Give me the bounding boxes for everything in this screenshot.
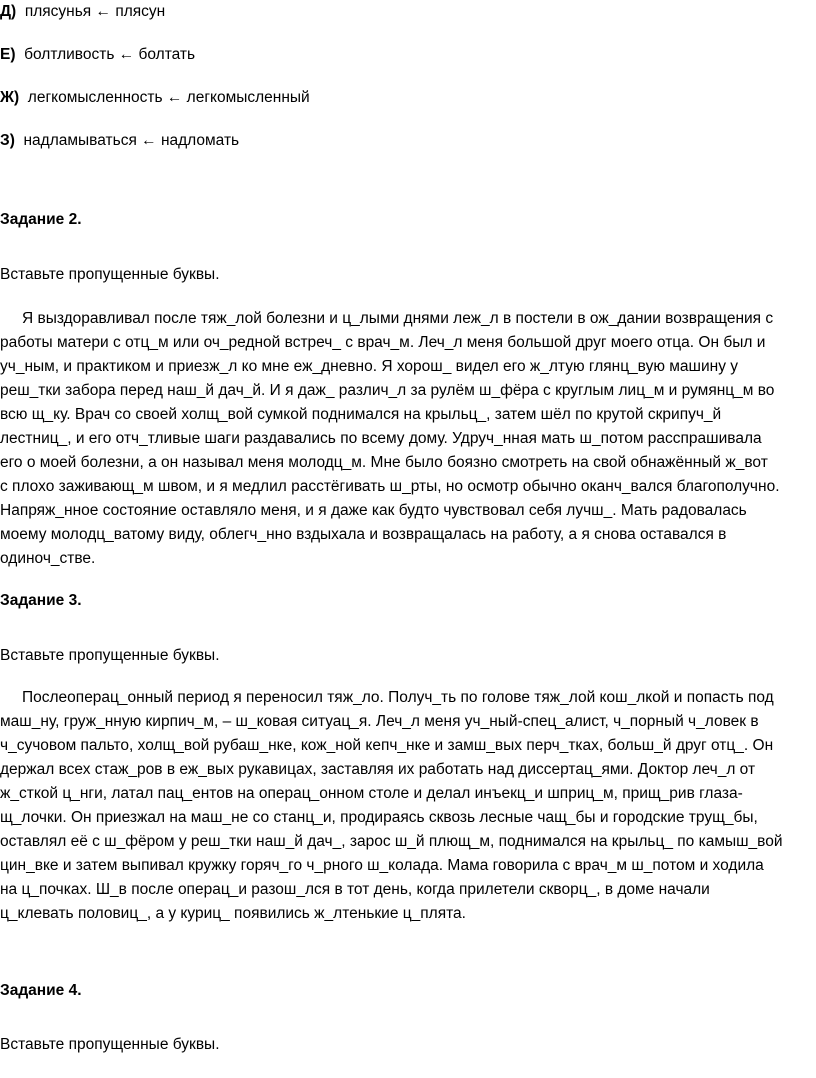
paragraph-line: работы матери с отц_м или оч_редной встреч_ с врач_м. Леч_л меня большой друг моего отца. Он был и xyxy=(0,334,766,351)
paragraph-line: Напряж_нное состояние оставляло меня, и я даже как будто чувствовал себя лучш_. Мать радовалась xyxy=(0,502,747,519)
option-label: З) xyxy=(0,132,15,149)
paragraph-line: реш_тки забора перед наш_й дач_й. И я даж_ различ_л за рулём ш_фёра с круглым лиц_м и румянц_м во xyxy=(0,382,775,399)
option-text: надламываться ← надломать xyxy=(23,132,240,149)
task2-instruction: Вставьте пропущенные буквы. xyxy=(0,266,220,283)
option-label: Д) xyxy=(0,3,17,20)
option-zh xyxy=(0,88,310,107)
paragraph-line: одиноч_стве. xyxy=(0,550,96,567)
task4-heading: Задание 4. xyxy=(0,982,82,999)
option-text: легкомысленность ← легкомысленный xyxy=(27,89,310,106)
task2-heading: Задание 2. xyxy=(0,211,82,228)
paragraph-line: ц_клевать половиц_, а у куриц_ появились ж_лтенькие ц_плята. xyxy=(0,905,466,922)
option-z xyxy=(0,131,239,150)
option-label: Ж) xyxy=(0,89,20,106)
paragraph-line: цин_вке и затем выпивал кружку горяч_го ч_рного ш_колада. Мама говорила с врач_м ш_потом и ходила xyxy=(0,857,764,874)
paragraph-line: лестниц_, и его отч_тливые шаги раздавались по всему дому. Удруч_нная мать ш_потом расспрашивала xyxy=(0,430,762,447)
paragraph-line: держал всех стаж_ров в еж_вых рукавицах, заставляя их работать над диссертац_ями. Доктор леч_л от xyxy=(0,761,756,778)
option-text: плясунья ← плясун xyxy=(24,3,166,20)
paragraph-line: на ц_почках. Ш_в после операц_и разош_лся в тот день, когда прилетели скворц_, в доме начали xyxy=(0,881,710,898)
task4-instruction: Вставьте пропущенные буквы. xyxy=(0,1036,220,1053)
paragraph-line: Я выздоравливал после тяж_лой болезни и ц_лыми днями леж_л в постели в ож_дании возвращения с xyxy=(22,310,774,327)
paragraph-line: маш_ну, груж_нную кирпич_м, – ш_ковая ситуац_я. Леч_л меня уч_ный-спец_алист, ч_порный ч_ловек в xyxy=(0,713,759,730)
paragraph-line: ж_сткой ц_нги, латал пац_ентов на операц_онном столе и делал инъекц_и шприц_м, прищ_рив глаза- xyxy=(0,785,743,802)
paragraph-line: щ_лочки. Он приезжал на маш_не со станц_и, продираясь сквозь лесные чащ_бы и городские трущ_бы, xyxy=(0,809,758,826)
task2-paragraph xyxy=(0,307,810,571)
option-label: Е) xyxy=(0,46,16,63)
option-text: болтливость ← болтать xyxy=(24,46,196,63)
paragraph-line: Послеоперац_онный период я переносил тяж_ло. Получ_ть по голове тяж_лой кош_лкой и попасть под xyxy=(22,689,774,706)
task3-heading: Задание 3. xyxy=(0,592,82,609)
paragraph-line: ч_сучовом пальто, холщ_вой рубаш_нке, кож_ной кепч_нке и замш_вых перч_тках, больш_й друг отц_. Он xyxy=(0,737,774,754)
paragraph-line: оставлял её с ш_фёром у реш_тки наш_й дач_, зарос ш_й плющ_м, поднимался на крыльц_ по камыш_вой xyxy=(0,833,783,850)
paragraph-line: всю щ_ку. Врач со своей холщ_вой сумкой поднимался на крыльц_, затем шёл по крутой скрипуч_й xyxy=(0,406,722,423)
option-e xyxy=(0,45,195,64)
paragraph-line: с плохо заживающ_м швом, и я медлил расстёгивать ш_рты, но осмотр обычно оканч_вался благополучно. xyxy=(0,478,780,495)
option-d xyxy=(0,2,165,21)
paragraph-line: уч_ным, и практиком и приезж_л ко мне еж_дневно. Я хорош_ видел его ж_лтую глянц_вую машину у xyxy=(0,358,738,375)
paragraph-line: его о моей болезни, а он называл меня молодц_м. Мне было боязно смотреть на свой обнажённый ж_вот xyxy=(0,454,768,471)
task3-paragraph xyxy=(0,686,810,926)
paragraph-line: моему молодц_ватому виду, облегч_нно вздыхала и возвращалась на работу, а я снова оставался в xyxy=(0,526,727,543)
task3-instruction: Вставьте пропущенные буквы. xyxy=(0,647,220,664)
